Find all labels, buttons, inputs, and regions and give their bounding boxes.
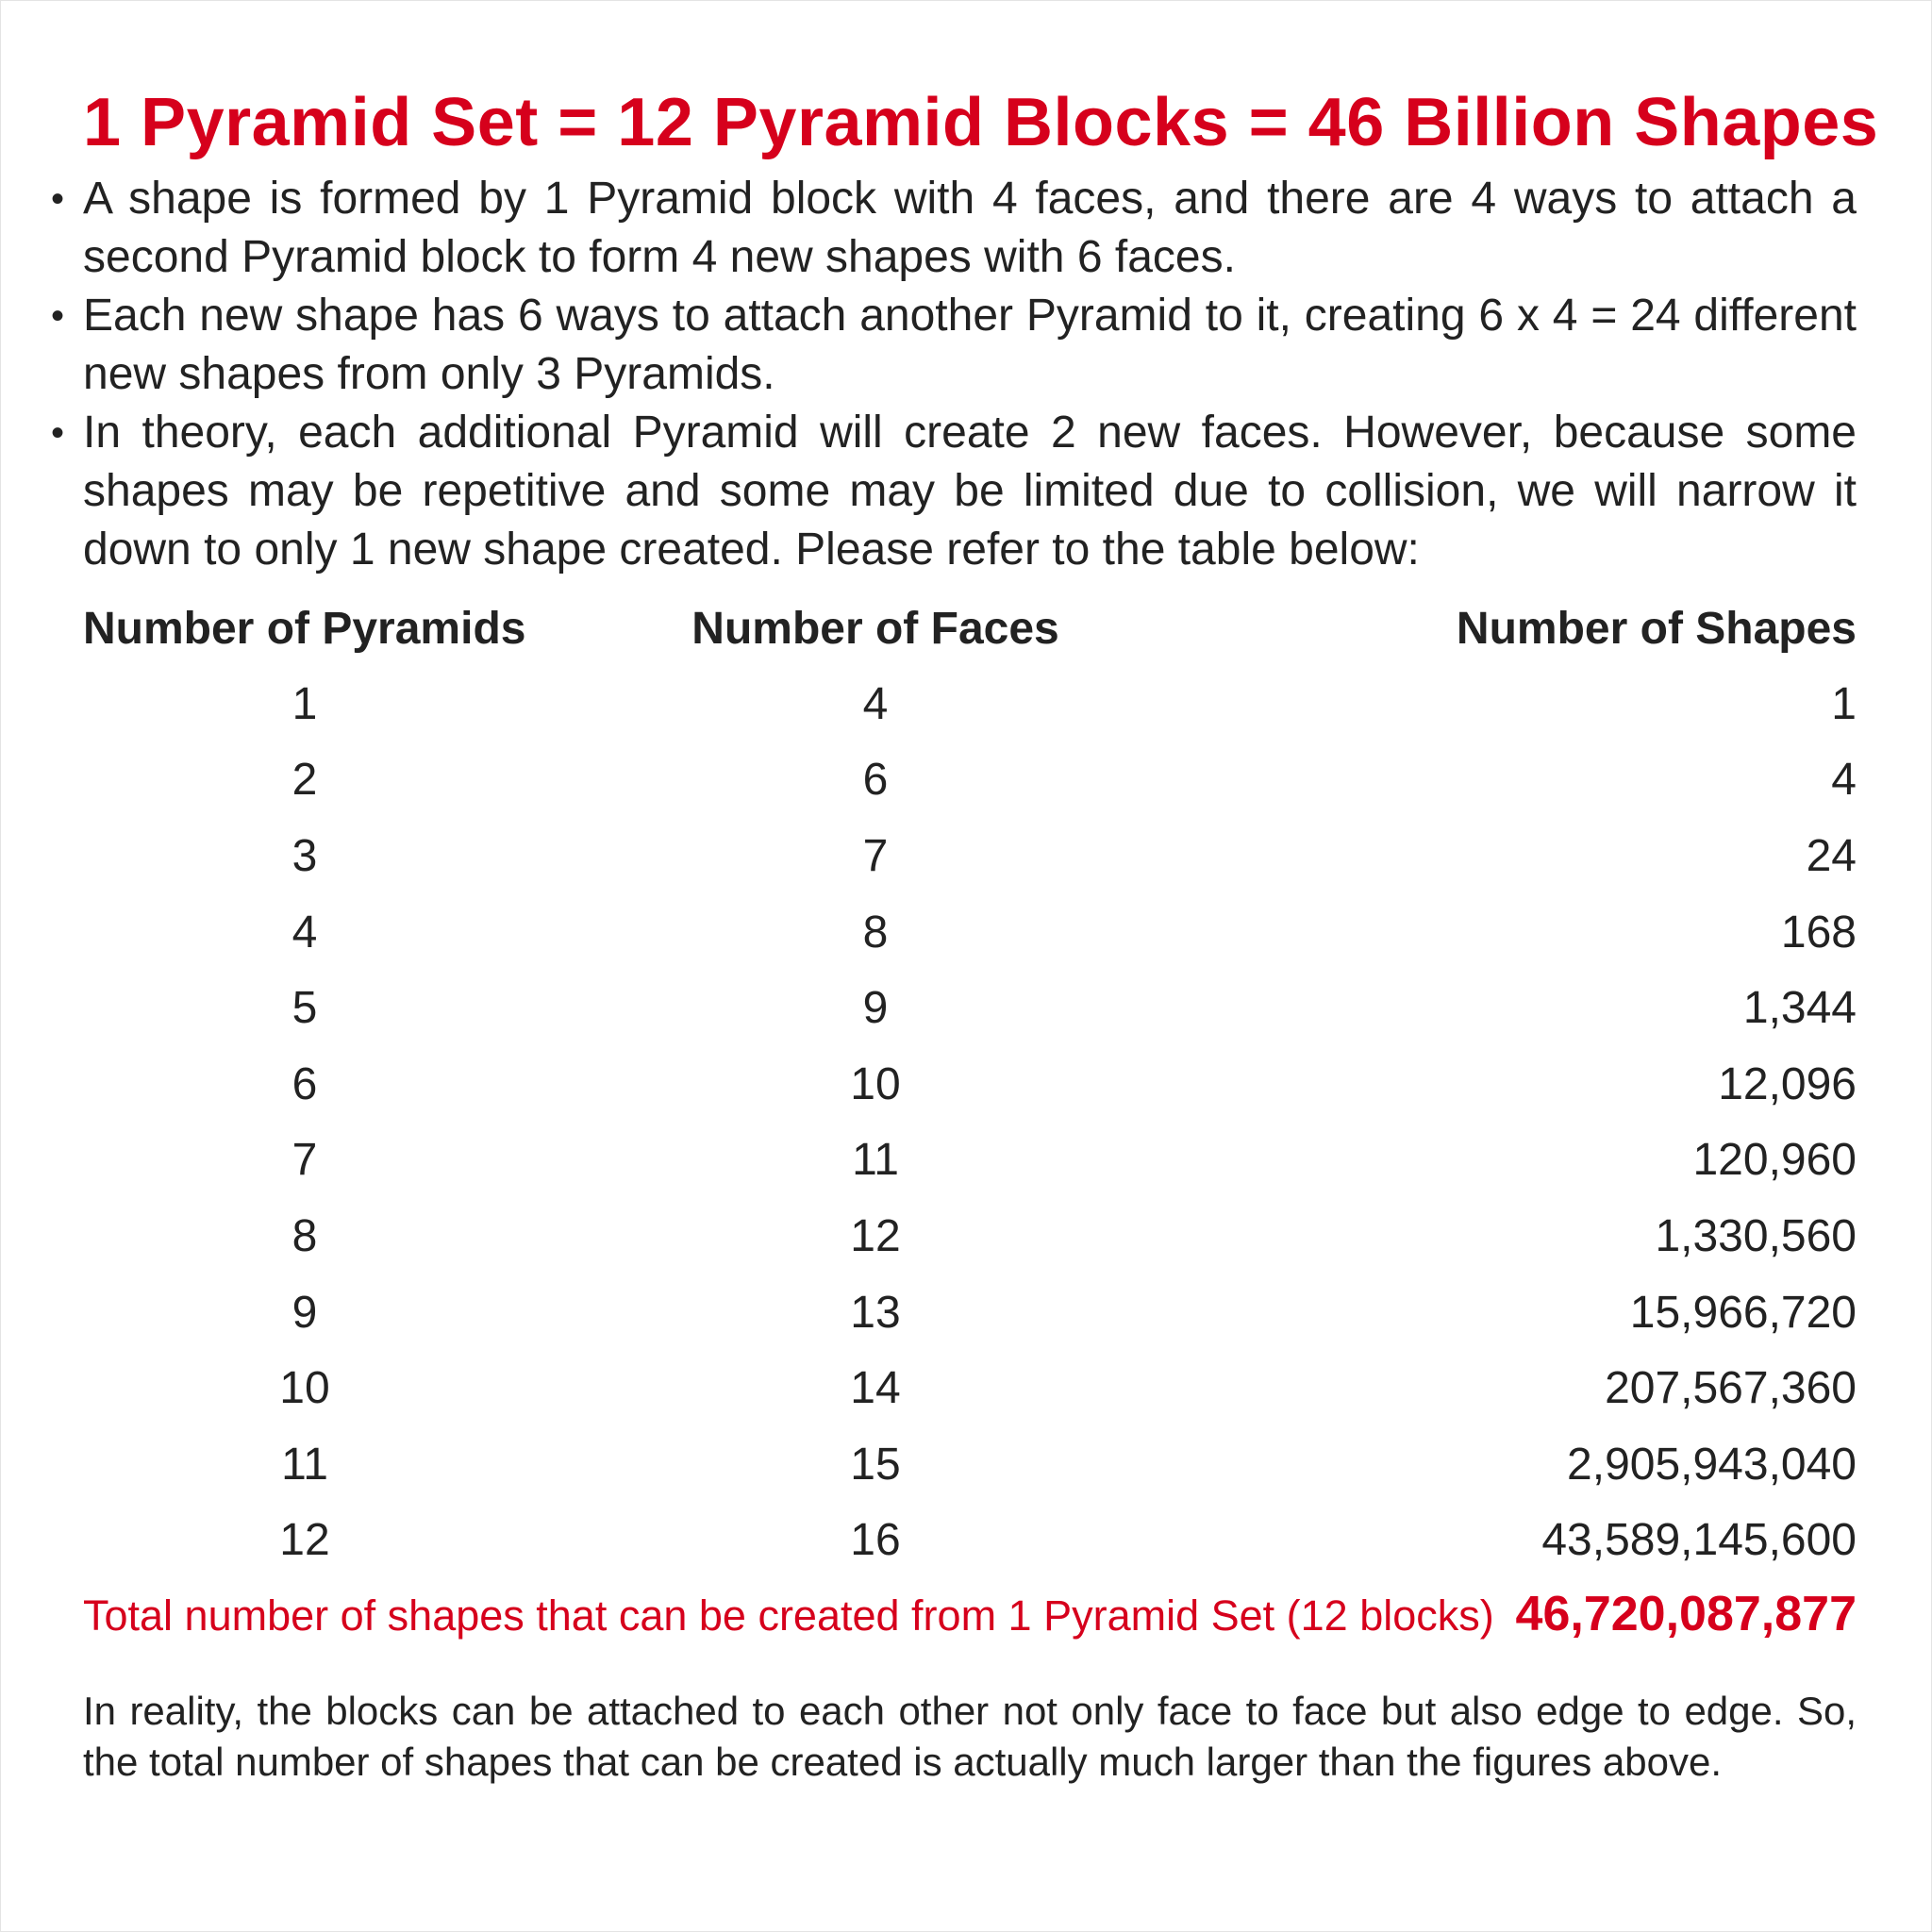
cell-faces: 12 (850, 1210, 901, 1261)
table-row (83, 1350, 1857, 1426)
table-row (83, 1426, 1857, 1503)
cell-shapes: 1,344 (1742, 983, 1857, 1034)
bullet-dot-icon: • (51, 412, 65, 454)
cell-faces: 7 (862, 830, 889, 881)
cell-faces: 4 (862, 678, 889, 729)
cell-shapes: 1,330,560 (1655, 1210, 1857, 1261)
shapes-table (83, 591, 1857, 1578)
total-row (83, 1586, 1857, 1659)
cell-shapes: 24 (1806, 830, 1857, 881)
table-header-row (83, 591, 1857, 666)
page-title: 1 Pyramid Set = 12 Pyramid Blocks = 46 Billion Shapes (83, 85, 1879, 160)
cell-shapes: 2,905,943,040 (1567, 1439, 1857, 1490)
table-row (83, 1198, 1857, 1274)
cell-shapes: 43,589,145,600 (1541, 1515, 1857, 1566)
total-label: Total number of shapes that can be created from 1 Pyramid Set (12 blocks) (83, 1591, 1494, 1641)
column-header-faces: Number of Faces (691, 603, 1059, 654)
cell-pyramids: 11 (281, 1439, 328, 1490)
cell-faces: 14 (850, 1363, 901, 1414)
total-value: 46,720,087,877 (1515, 1587, 1857, 1642)
cell-shapes: 12,096 (1718, 1058, 1857, 1109)
table-row (83, 1274, 1857, 1351)
document-content (51, 75, 1879, 1788)
cell-pyramids: 7 (291, 1135, 318, 1186)
bullet-text: A shape is formed by 1 Pyramid block with 4 faces, and there are 4 ways to attach a second Pyramid block to form 4 new shapes with 6 faces. (83, 174, 1857, 282)
bullet-item (51, 170, 1857, 287)
table-row (83, 1503, 1857, 1579)
cell-pyramids: 2 (291, 755, 318, 806)
bullet-dot-icon: • (51, 295, 65, 337)
cell-pyramids: 8 (291, 1210, 318, 1261)
table-row (83, 742, 1857, 819)
bullet-item (51, 287, 1857, 404)
cell-pyramids: 9 (291, 1287, 318, 1338)
cell-faces: 9 (862, 983, 889, 1034)
table-row (83, 818, 1857, 894)
cell-pyramids: 10 (279, 1363, 330, 1414)
cell-faces: 15 (850, 1439, 901, 1490)
table-row (83, 970, 1857, 1046)
column-header-shapes: Number of Shapes (1456, 603, 1857, 654)
cell-shapes: 120,960 (1692, 1135, 1857, 1186)
cell-pyramids: 1 (291, 678, 318, 729)
cell-faces: 16 (850, 1515, 901, 1566)
column-header-pyramids: Number of Pyramids (83, 603, 526, 654)
bullet-text: In theory, each additional Pyramid will create 2 new faces. However, because some shapes may be repetitive and some may be limited due to collision, we will narrow it down to only 1 new shape created. Please refer to the table below: (83, 408, 1857, 575)
cell-faces: 6 (862, 755, 889, 806)
table-row (83, 1123, 1857, 1199)
table-body (83, 666, 1857, 1578)
cell-shapes: 207,567,360 (1605, 1363, 1857, 1414)
bullet-text: Each new shape has 6 ways to attach another Pyramid to it, creating 6 x 4 = 24 different new shapes from only 3 Pyramids. (83, 291, 1857, 399)
bullet-list (51, 170, 1857, 579)
cell-pyramids: 3 (291, 830, 318, 881)
bullet-dot-icon: • (51, 178, 65, 220)
cell-pyramids: 4 (291, 907, 318, 958)
bullet-item (51, 404, 1857, 579)
table-row (83, 1046, 1857, 1123)
cell-shapes: 4 (1831, 755, 1857, 806)
table-row (83, 666, 1857, 742)
cell-faces: 13 (850, 1287, 901, 1338)
cell-faces: 10 (850, 1058, 901, 1109)
table-row (83, 894, 1857, 971)
cell-shapes: 168 (1780, 907, 1857, 958)
cell-pyramids: 5 (291, 983, 318, 1034)
cell-shapes: 1 (1831, 678, 1857, 729)
footnote: In reality, the blocks can be attached to each other not only face to face but also edge to edge. So, the total number of shapes that can be created is actually much larger than the figures above. (83, 1689, 1857, 1785)
cell-faces: 8 (862, 907, 889, 958)
cell-pyramids: 6 (291, 1058, 318, 1109)
cell-pyramids: 12 (279, 1515, 330, 1566)
cell-faces: 11 (852, 1135, 899, 1186)
cell-shapes: 15,966,720 (1629, 1287, 1857, 1338)
